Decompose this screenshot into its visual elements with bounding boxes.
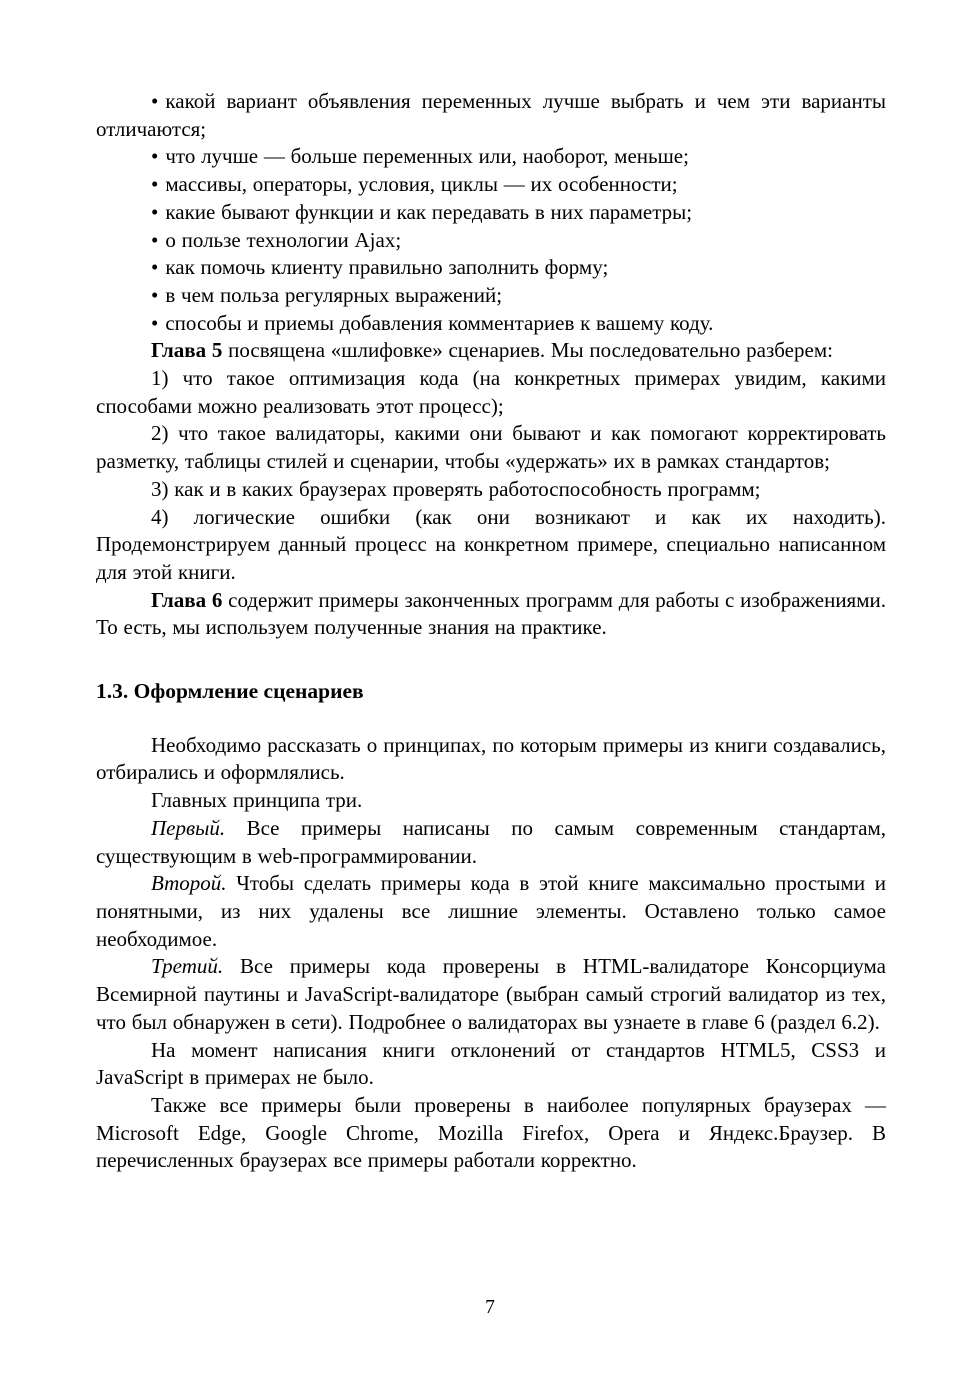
bullet-icon: • (151, 199, 159, 224)
text-segment: 1) что такое оптимизация кода (на конкретных примерах увидим, какими способами можно реализовать этот процесс); (96, 366, 886, 418)
bullet-item (96, 254, 886, 282)
bullet-item (96, 88, 886, 143)
text-segment: 4) логические ошибки (как они возникают и как их находить). Продемонстрируем данный процесс на конкретном примере, специально написанном для этой книги. (96, 504, 886, 584)
bullet-item (96, 199, 886, 227)
paragraph (96, 732, 886, 787)
text-segment: Главных принципа три. (151, 788, 363, 813)
bullet-icon: • (151, 310, 159, 335)
paragraph (96, 587, 886, 642)
text-segment: посвящена «шлифовке» сценариев. Мы последовательно разберем: (222, 338, 833, 363)
text-segment: Также все примеры были проверены в наиболее популярных браузерах — Microsoft Edge, Google Chrome, Mozilla Firefox, Opera и Яндекс.Браузер. В перечисленных браузерах все примеры работали корректно. (96, 1092, 886, 1173)
text-segment: Необходимо рассказать о принципах, по которым примеры из книги создавались, отбирались и оформлялись. (96, 732, 886, 785)
bullet-icon: • (151, 172, 159, 197)
paragraph (96, 337, 886, 365)
bullet-icon: • (151, 144, 159, 169)
text-segment: 3) как и в каких браузерах проверять работоспособность программ; (151, 476, 761, 501)
page-body (96, 88, 886, 1175)
paragraph (96, 815, 886, 870)
bullet-icon: • (151, 227, 159, 252)
text-segment: о пользе технологии Ajax; (165, 227, 402, 252)
bullet-icon: • (151, 282, 159, 307)
paragraph (96, 1092, 886, 1175)
section-heading (96, 678, 886, 706)
text-segment: Чтобы сделать примеры кода в этой книге максимально простыми и понятными, из них удалены все лишние элементы. Оставлено только самое необходимое. (96, 871, 886, 951)
paragraph (96, 953, 886, 1036)
bullet-item (96, 282, 886, 310)
text-segment: 2) что такое валидаторы, какими они бывают и как помогают корректировать разметку, таблицы стилей и сценарии, чтобы «удержать» их в рамках стандартов; (96, 421, 886, 474)
text-segment: какой вариант объявления переменных лучше выбрать и чем эти варианты отличаются; (96, 89, 886, 141)
text-segment: Первый. (151, 815, 226, 840)
text-segment: На момент написания книги отклонений от стандартов HTML5, CSS3 и JavaScript в примерах не было. (96, 1037, 886, 1090)
text-segment: массивы, операторы, условия, циклы — их особенности; (165, 172, 678, 197)
paragraph (96, 787, 886, 815)
text-segment: Второй. (151, 871, 227, 896)
paragraph (96, 870, 886, 953)
text-segment: 1.3. Оформление сценариев (96, 679, 364, 704)
text-segment: какие бывают функции и как передавать в них параметры; (165, 199, 693, 224)
bullet-icon: • (151, 255, 159, 280)
page-number: 7 (485, 1297, 495, 1318)
bullet-item (96, 143, 886, 171)
text-segment: Глава 6 (151, 587, 223, 612)
text-segment: содержит примеры законченных программ для работы с изображениями. То есть, мы используем полученные знания на практике. (96, 587, 886, 640)
paragraph (96, 365, 886, 420)
bullet-item (96, 171, 886, 199)
paragraph (96, 420, 886, 475)
text-segment: в чем польза регулярных выражений; (165, 282, 503, 307)
text-segment: Все примеры написаны по самым современным стандартам, существующим в web-программировании. (96, 815, 886, 868)
text-segment: Все примеры кода проверены в HTML-валидаторе Консорциума Всемирной паутины и JavaScript-валидаторе (выбран самый строгий валидатор из тех, что был обнаружен в сети). Подробнее о валидаторах вы узнаете в главе 6 (раздел 6.2). (96, 954, 886, 1034)
bullet-item (96, 227, 886, 255)
text-segment: как помочь клиенту правильно заполнить форму; (165, 255, 609, 280)
bullet-item (96, 310, 886, 338)
text-segment: что лучше — больше переменных или, наоборот, меньше; (165, 144, 689, 169)
paragraph (96, 476, 886, 504)
bullet-icon: • (151, 89, 159, 113)
text-segment: Третий. (151, 954, 224, 979)
paragraph (96, 1037, 886, 1092)
text-segment: способы и приемы добавления комментариев к вашему коду. (165, 310, 714, 335)
paragraph (96, 504, 886, 587)
text-segment: Глава 5 (151, 338, 223, 363)
